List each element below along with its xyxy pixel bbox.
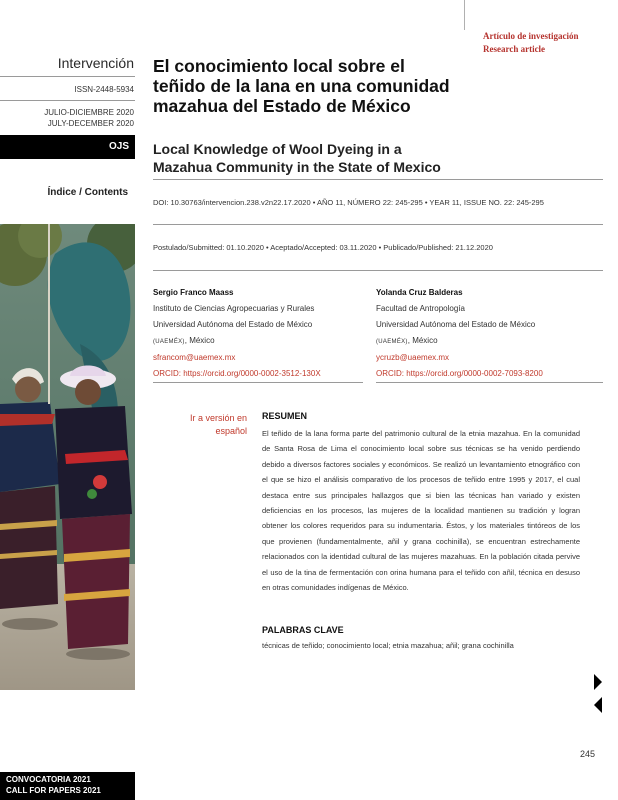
article-title-en: Local Knowledge of Wool Dyeing in a Mazahua Community in the State of Mexico [153, 141, 441, 175]
keywords-list: técnicas de teñido; conocimiento local; etnia mazahua; añil; grana cochinilla [262, 641, 514, 650]
abstract-heading: RESUMEN [262, 411, 308, 421]
sidebar [0, 0, 135, 800]
divider [153, 179, 603, 180]
divider [153, 224, 603, 225]
article-title-es: El conocimiento local sobre el teñido de la lana en una comunidad mazahua del Estado de México [153, 56, 450, 116]
call-for-papers-banner[interactable] [0, 772, 135, 800]
period-en: JULY-DECEMBER 2020 [47, 119, 134, 128]
divider [0, 100, 135, 101]
period-es: JULIO-DICIEMBRE 2020 [44, 108, 134, 117]
doi-line: DOI: 10.30763/intervencion.238.v2n22.17.2020 • AÑO 11, NÚMERO 22: 245-295 • YEAR 11, ISSUE NO. 22: 245-295 [153, 198, 544, 207]
divider [153, 382, 363, 383]
previous-page-arrow-icon[interactable] [594, 697, 602, 713]
author-orcid-link[interactable]: ORCID: https://orcid.org/0000-0002-3512-130X [153, 369, 321, 378]
author-name: Sergio Franco Maass [153, 288, 234, 297]
author-email-link[interactable]: sfrancom@uaemex.mx [153, 353, 236, 362]
index-contents-link[interactable]: Índice / Contents [47, 187, 128, 198]
article-type-en: Research article [483, 44, 546, 54]
publication-period [44, 107, 134, 129]
divider [376, 382, 603, 383]
mazahua-women-photo [0, 224, 135, 690]
call-for-papers-es: CONVOCATORIA 2021 [6, 775, 91, 784]
spanish-version-link[interactable]: Ir a versión en español [189, 413, 247, 436]
author-affiliation: Facultad de Antropología [376, 304, 465, 313]
article-photo [0, 224, 135, 690]
abstract-body: El teñido de la lana forma parte del patrimonio cultural de la etnia mazahua. En la comunidad de Santa Rosa de Lima el conocimiento local sobre sus técnicas se ha venido perdiendo debido a diversos factores sociales y económicos. Se realizó un levantamiento etnográfico con el que se hizo el análisis comparativo de los procesos de teñido entre 1995 y 2017, el cual destaca entre sus principales hallazgos que si bien las técnicas han variado y existen deficiencias en los procesos, las mujeres de la localidad mantienen su tradición y logran obtener los colores requeridos para su indumentaria. Éstos, y los materiales tintóreos de los que provienen (fundamentalmente, añil y grana cochinilla), se encuentran estrechamente relacionados con la identidad cultural de las mujeres mazahuas. En la población citada pervive el uso de la tina de fermentación con orina humana para el teñido con añil, técnica en desuso en otras comunidades indígenas de México. [262, 429, 580, 593]
page-number: 245 [580, 749, 596, 759]
divider [0, 76, 135, 77]
call-for-papers-en: CALL FOR PAPERS 2021 [6, 786, 101, 795]
issn: ISSN-2448-5934 [74, 85, 134, 94]
author-country-line [153, 333, 368, 350]
author-name: Yolanda Cruz Balderas [376, 288, 463, 297]
author-acronym: (UAEMÉX) [153, 339, 185, 345]
article-type-es: Artículo de investigación [483, 31, 579, 41]
journal-name: Intervención [57, 55, 134, 71]
keywords-heading: PALABRAS CLAVE [262, 625, 344, 635]
article-type [483, 30, 579, 56]
author-orcid-link[interactable]: ORCID: https://orcid.org/0000-0002-7093-8200 [376, 369, 543, 378]
header-vertical-rule [464, 0, 465, 30]
author-block [153, 285, 368, 382]
author-country-line [376, 333, 591, 350]
author-block [376, 285, 591, 382]
author-country: , México [184, 336, 215, 345]
author-university: Universidad Autónoma del Estado de México [153, 320, 313, 329]
divider [153, 270, 603, 271]
next-page-arrow-icon[interactable] [594, 674, 602, 690]
ojs-link[interactable] [0, 135, 135, 159]
author-acronym: (UAEMÉX) [376, 339, 408, 345]
author-email-link[interactable]: ycruzb@uaemex.mx [376, 353, 450, 362]
author-country: , México [407, 336, 438, 345]
dates-line: Postulado/Submitted: 01.10.2020 • Aceptado/Accepted: 03.11.2020 • Publicado/Published: 21.12.2020 [153, 243, 493, 252]
author-university: Universidad Autónoma del Estado de México [376, 320, 536, 329]
author-affiliation: Instituto de Ciencias Agropecuarias y Rurales [153, 304, 315, 313]
ojs-label: OJS [108, 141, 129, 152]
